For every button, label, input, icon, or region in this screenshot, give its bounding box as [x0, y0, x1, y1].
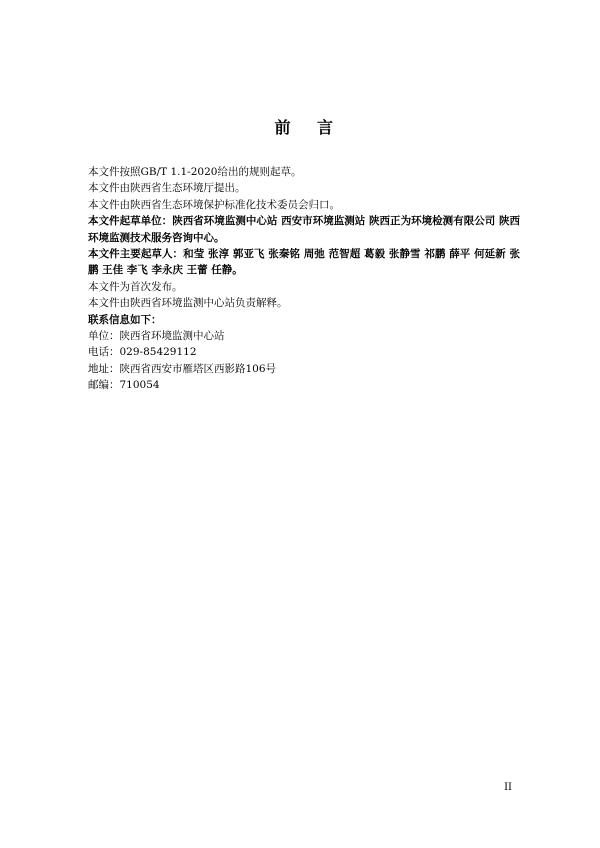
contact-phone-label: 电话： [88, 346, 120, 359]
contact-unit-value: 陕西省环境监测中心站 [119, 330, 225, 343]
contact-postcode-value: 710054 [119, 379, 160, 392]
contact-unit-label: 单位： [88, 330, 120, 343]
paragraph-interpretation: 本文件由陕西省环境监测中心站负责解释。 [88, 297, 288, 310]
drafting-units-value: 陕西省环境监测中心站 西安市环境监测站 陕西正为环境检测有限公司 陕西环境监测技术服务咨询中心。 [88, 215, 521, 244]
paragraph-drafting-rules: 本文件按照GB/T 1.1-2020给出的规则起草。 [88, 166, 302, 178]
main-drafters-label: 本文件主要起草人： [88, 248, 184, 261]
foreword-body [88, 164, 520, 394]
page-number: II [504, 782, 512, 793]
contact-postcode-label: 邮编： [88, 379, 120, 392]
contact-postcode [88, 377, 520, 393]
paragraph-jurisdiction: 本文件由陕西省生态环境保护标准化技术委员会归口。 [88, 198, 340, 211]
contact-heading: 联系信息如下： [88, 313, 162, 326]
main-drafters-value: 和莹 张淳 郭亚飞 张秦铭 周弛 范智超 葛毅 张静雪 祁鹏 薛平 何延新 张鹏 王佳 李飞 李永庆 王蕾 任静。 [88, 248, 521, 277]
page-content-area [88, 0, 520, 848]
paragraph-first-release: 本文件为首次发布。 [88, 280, 183, 293]
paragraph-main-drafters [88, 246, 520, 279]
contact-unit [88, 328, 520, 344]
contact-address-label: 地址： [88, 362, 120, 375]
page-title [88, 115, 520, 138]
contact-phone [88, 344, 520, 360]
paragraph-drafting-units [88, 213, 520, 246]
contact-address-value: 陕西省西安市雁塔区西影路106号 [119, 362, 277, 375]
contact-address [88, 361, 520, 377]
page-title-right: 言 [317, 118, 334, 137]
paragraph-proposed-by: 本文件由陕西省生态环境厅提出。 [88, 182, 246, 195]
drafting-units-label: 本文件起草单位： [88, 215, 173, 228]
page-title-left: 前 [274, 118, 291, 137]
contact-phone-value: 029-85429112 [119, 346, 197, 359]
